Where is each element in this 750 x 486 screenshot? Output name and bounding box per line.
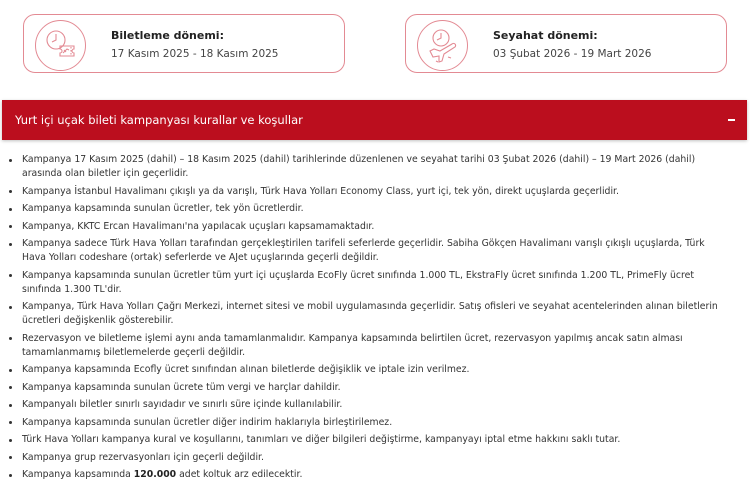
list-item <box>0 468 750 482</box>
rule-text: Kampanya kapsamında <box>22 469 134 480</box>
card-dates: 17 Kasım 2025 - 18 Kasım 2025 <box>111 48 279 60</box>
seat-count: 120.000 <box>133 469 177 480</box>
clock-ticket-icon <box>35 20 86 71</box>
card-title: Seyahat dönemi: <box>493 29 598 42</box>
minus-icon[interactable] <box>728 119 735 121</box>
card-title: Biletleme dönemi: <box>111 29 224 42</box>
list-item: Kampanya kapsamında sunulan ücretler tüm yurt içi uçuşlarda EcoFly ücret sınıfında 1.000 TL, EkstraFly ücret sınıfında 1.200 TL, PrimeFly ücret sınıfında 1.300 TL'dir. <box>0 269 750 297</box>
list-item: Türk Hava Yolları kampanya kural ve koşullarını, tanımları ve diğer bilgileri değiştirme, kampanyayı iptal etme hakkını saklı tutar. <box>0 433 750 447</box>
list-item: Kampanya, KKTC Ercan Havalimanı'na yapılacak uçuşları kapsamamaktadır. <box>0 220 750 234</box>
rule-text: adet koltuk arz edilecektir. <box>176 469 303 480</box>
travel-period-card <box>405 14 727 73</box>
clock-plane-icon <box>417 20 468 71</box>
list-item: Kampanya kapsamında Ecofly ücret sınıfından alınan biletlerde değişiklik ve iptale izin verilmez. <box>0 363 750 377</box>
rules-list <box>0 153 750 486</box>
list-item: Kampanya İstanbul Havalimanı çıkışlı ya da varışlı, Türk Hava Yolları Economy Class, yurt içi, tek yön, direkt uçuşlarda geçerlidir. <box>0 185 750 199</box>
list-item: Kampanya, Türk Hava Yolları Çağrı Merkezi, internet sitesi ve mobil uygulamasında geçerlidir. Satış ofisleri ve seyahat acentelerinden alınan biletlerin ücretleri değişkenlik gösterebilir. <box>0 300 750 328</box>
rules-accordion-header[interactable] <box>2 100 747 140</box>
list-item: Kampanya grup rezervasyonları için geçerli değildir. <box>0 451 750 465</box>
list-item: Kampanya 17 Kasım 2025 (dahil) – 18 Kasım 2025 (dahil) tarihlerinde düzenlenen ve seyahat tarihi 03 Şubat 2026 (dahil) – 19 Mart 2026 (dahil) arasında olan biletler için geçerlidir. <box>0 153 750 181</box>
list-item: Rezervasyon ve biletleme işlemi aynı anda tamamlanmalıdır. Kampanya kapsamında belirtilen ücret, rezervasyon yapılmış ancak satın alması tamamlanmamış biletlemelerde geçerli değildir. <box>0 332 750 360</box>
list-item: Kampanya sadece Türk Hava Yolları tarafından gerçekleştirilen tarifeli seferlerde geçerlidir. Sabiha Gökçen Havalimanı varışlı çıkışlı uçuşlarda, Türk Hava Yolları codeshare (ortak) seferlerde ve AJet uçuşlarında geçerli değildir. <box>0 237 750 265</box>
card-dates: 03 Şubat 2026 - 19 Mart 2026 <box>493 48 652 60</box>
list-item: Kampanyalı biletler sınırlı sayıdadır ve sınırlı süre içinde kullanılabilir. <box>0 398 750 412</box>
list-item: Kampanya kapsamında sunulan ücretler, tek yön ücretlerdir. <box>0 202 750 216</box>
campaign-period-cards <box>0 14 750 74</box>
ticketing-period-card <box>23 14 345 73</box>
list-item: Kampanya kapsamında sunulan ücrete tüm vergi ve harçlar dahildir. <box>0 381 750 395</box>
list-item: Kampanya kapsamında sunulan ücretler diğer indirim haklarıyla birleştirilemez. <box>0 416 750 430</box>
accordion-title: Yurt içi uçak bileti kampanyası kurallar ve koşullar <box>15 113 303 127</box>
